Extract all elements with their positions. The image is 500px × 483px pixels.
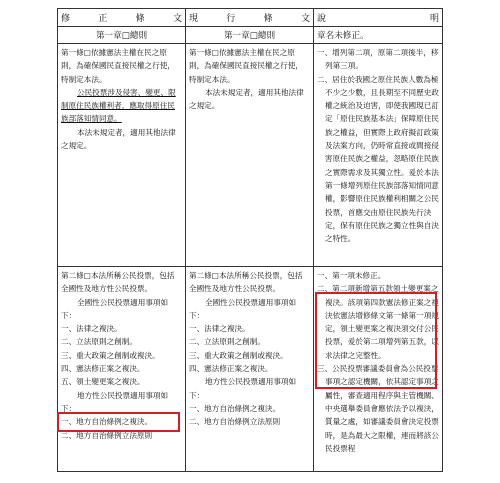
highlight-box-explanation	[315, 292, 437, 389]
header-explanation: 說 明	[314, 9, 443, 27]
article-2-amended: 第二條□本法所稱公民投票，包括全國性及地方性公民投票。 全國性公民投票適用事項如下： 一、法律之複決。 二、立法原則之創制。 三、重大政策之創制或複決。 四、憲法修正案之複決。 五、領土變更案之複決。 地方性公民投票適用事項如下： 一、地方自治條例之複決。 二、地方自治條例立法原則	[58, 267, 186, 472]
added-clause: 公民投票涉及侵害、變更、限制原住民族權利者，應取得原住民族部落知情同意。	[61, 87, 176, 124]
highlight-box-amended-item	[57, 412, 180, 432]
article-1-row	[58, 44, 443, 267]
article-2-current: 第二條□本法所稱公民投票，包括全國性及地方性公民投票。 全國性公民投票適用事項如下： 一、法律之複決。 二、立法原則之創制。 三、重大政策之創制或複決。 四、憲法修正案之複決。 地方性公民投票適用事項如下： 一、地方自治條例之複決。 二、地方自治條例立法原則	[186, 267, 314, 472]
chapter-explanation: 章名未修正。	[314, 27, 443, 44]
article-2-explanation: 一、第一項未修正。 二、第二項新增第五款領土變更案之複決。該項第四款憲法修正案之複決依憲法增修條文第一條第一項規定，領土變更案之複決須交付公民投票，爰於第二項增列第五款，以求法律之完整性。 三、公民投票審議委員會為公民投票事項之認定機關，依其認定事項之屬性，審查適用程序與主管機關、中央選舉委員會應依法予以複決，質量之處，如審議委員會決定投票時，是為最大之限權，連而將該公民投票程	[314, 267, 443, 472]
new-item-territory: 五、領土變更案之複決。	[61, 377, 145, 387]
article-1-current: 第一條□依據憲法主權在民之原則，為確保國民直接民權之行使，特制定本法。 本法未規定者，適用其他法律之規定。	[186, 44, 314, 267]
header-row	[58, 9, 443, 27]
chapter-amended: 第一章□總則	[58, 27, 186, 44]
article-1-amended: 第一條□依據憲法主權在民之原則，為確保國民直接民權之行使，特制定本法。 公民投票涉及侵害、變更、限制原住民族權利者，應取得原住民族部落知情同意。 本法未規定者，適用其他法律之規定。	[58, 44, 186, 267]
header-amended: 修 正 條 文	[58, 9, 186, 27]
chapter-current: 第一章□總則	[186, 27, 314, 44]
header-current: 現 行 條 文	[186, 9, 314, 27]
article-1-explanation: 一、增列第二項，原第二項後半，移列第三項。 二、居住於我國之原住民族人數為極不少之少數，且長期至不同歷史政權之統治及迫害，即使我國現已訂定「原住民族基本法」保障原住民族之權益，但實際上政府擬訂政策及法案方向，仍時常直接或間接侵害原住民族之權益，忽略原住民族之實際需求及其獨立性。爰於本法第一條增列原住民族部落知情同意權，影響原住民族權利相關之公民投票，首應交由原住民族先行決定，保有原住民族之獨立性與自決之特性。	[314, 44, 443, 267]
comparison-table	[57, 8, 443, 472]
chapter-row	[58, 27, 443, 44]
highlighted-explanation: 二、第二項新增第五款領土變更案之複決。該項第四款憲法修正案之複決依憲法增修條文第一條第一項規定，領土變更案之複決須交付公民投票，爰於第二項增列第五款，以求法律之完整性。	[317, 284, 439, 360]
